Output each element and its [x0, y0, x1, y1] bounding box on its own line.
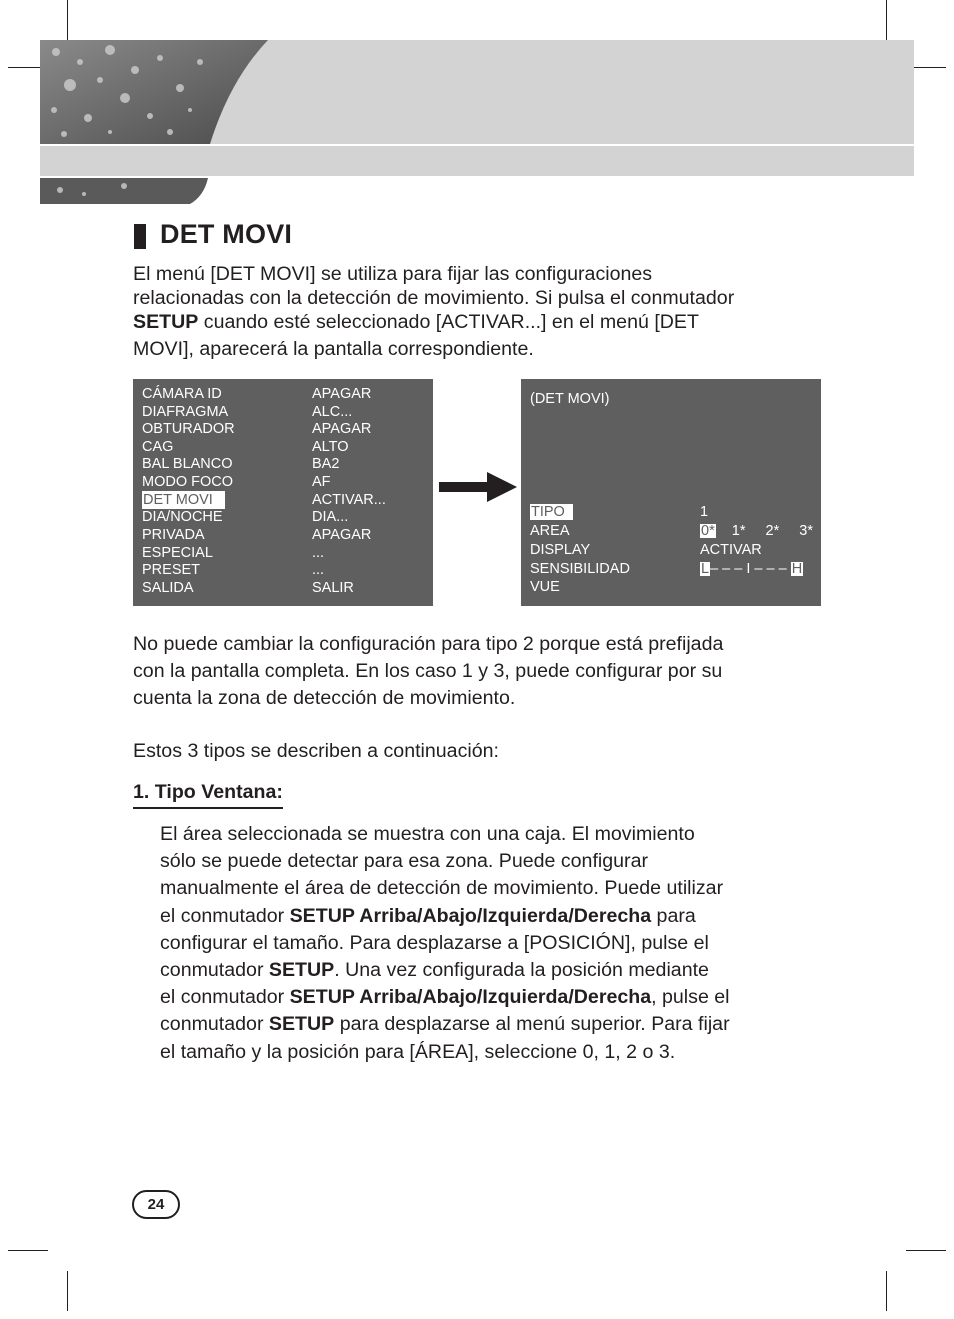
menu-row: CÁMARA ID APAGAR: [142, 386, 372, 402]
page-number: 24: [132, 1190, 180, 1219]
types-intro-paragraph: Estos 3 tipos se describen a continuación:: [133, 740, 499, 762]
crop-mark: [906, 1250, 946, 1251]
menu-row: PRESET ...: [142, 562, 325, 578]
tipo-ventana-paragraph: El área seleccionada se muestra con una caja. El movimiento sólo se puede detectar para esa zona. Puede configurar manualmente el área de detección de movimiento. Puede utilizar el conmutador SETUP Arriba/Abajo/Izquierda/Derecha para configurar el tamaño. Para desplazarse a [POSICIÓN], pulse el conmutador SETUP. Una vez configurada la posición mediante el conmutador SETUP Arriba/Abajo/Izquierda/Derecha, pulse el conmutador SETUP para desplazarse al menú superior. Para fijar el tamaño y la posición para [ÁREA], seleccione 0, 1, 2 o 3.: [160, 823, 730, 1063]
det-row-sensibilidad: SENSIBILIDAD L– – – I – – – H: [530, 561, 803, 577]
det-row-area: AREA 0* 1* 2* 3*: [530, 523, 813, 539]
det-movi-menu-screen: [521, 379, 821, 606]
menu-row: PRIVADA APAGAR: [142, 527, 372, 543]
crop-mark: [8, 1250, 48, 1251]
menu-row: DIA/NOCHE DIA...: [142, 509, 349, 525]
setup-menu-screen: [133, 379, 433, 606]
arrow-right-icon: [437, 470, 519, 506]
menu-row: SALIDA SALIR: [142, 580, 354, 596]
section-title: DET MOVI: [160, 219, 293, 249]
det-menu-title: (DET MOVI): [530, 391, 610, 407]
tipo-note-paragraph: No puede cambiar la configuración para tipo 2 porque está prefijada con la pantalla completa. En los caso 1 y 3, puede configurar por su cuenta la zona de detección de movimiento.: [133, 633, 724, 709]
det-row-tipo: TIPO 1: [531, 504, 709, 520]
menu-row-selected: DET MOVI ACTIVAR...: [143, 492, 386, 508]
det-row-display: DISPLAY ACTIVAR: [530, 542, 762, 558]
tipo-ventana-heading: 1. Tipo Ventana:: [133, 781, 283, 809]
menu-row: MODO FOCO AF: [142, 474, 331, 490]
menu-row: BAL BLANCO BA2: [142, 456, 340, 472]
menu-row: ESPECIAL ...: [142, 545, 325, 561]
water-drops-decoration: [40, 40, 270, 204]
intro-paragraph: El menú [DET MOVI] se utiliza para fijar las configuraciones relacionadas con la detección de movimiento. Si pulsa el conmutador SETUP cuando esté seleccionado [ACTIVAR...] en el menú [DET MOVI], aparecerá la pantalla correspondiente.: [133, 263, 735, 360]
menu-row: CAG ALTO: [142, 439, 349, 455]
title-marker: [134, 224, 146, 249]
crop-mark: [67, 0, 68, 40]
menu-row: OBTURADOR APAGAR: [142, 421, 372, 437]
crop-mark: [67, 1271, 68, 1311]
det-row-vue: VUE: [530, 579, 560, 595]
crop-mark: [886, 1271, 887, 1311]
menu-row: DIAFRAGMA ALC...: [142, 404, 353, 420]
crop-mark: [886, 0, 887, 40]
